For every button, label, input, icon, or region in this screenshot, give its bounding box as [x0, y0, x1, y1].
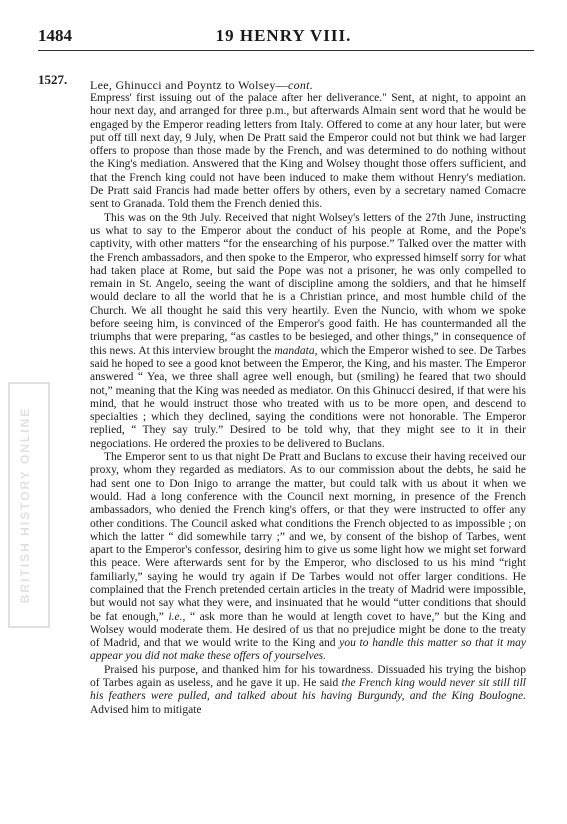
watermark-stamp: [6, 380, 52, 630]
paragraph-text: The Emperor sent to us that night De Pratt and Buclans to excuse their having received our proxy, whom they regarded as mediators. As to our commission about the debts, he said he had sent one to Don Inigo to arrange the matter, but could talk with us about it when we would. Had a long conference with the Council next morning, in presence of the French ambassadors, who denied the French king's offers, or that they were instructed to offer any other conditions. The Council asked what conditions the French objected to as impossible ; on which the latter “ did somewhile tarry ;” and we, by consent of the bishop of Tarbes, went apart to the Emperor's confessor, desiring him to give us some light how we might set forward this peace. Were afterwards sent for by the Emperor, who disclosed to us his mind “right familiarly,” saying he would try again if De Tarbes would not offer larger conditions. He complained that the French pretended certain articles in the treaty of Madrid were impossible, but would not say what they were, and insinuated that he would “utter conditions that should be fat enough,”: [90, 451, 526, 623]
paragraph-text: Praised his purpose, and thanked him for his towardness. Dissuaded his trying the bishop of Tarbes again as useless, and he gave it up. He said: [90, 663, 526, 690]
paragraph: [90, 92, 526, 212]
italic-text: the French king would never sit still till his feathers were pulled, and talked about his having Burgundy, and the King Boulogne.: [90, 677, 526, 703]
document-title-cont: cont.: [287, 78, 314, 92]
document-title-names: Lee, Ghinucci and Poyntz to Wolsey—: [90, 78, 288, 92]
page-number: 1484: [38, 26, 72, 45]
paragraph: [90, 212, 526, 451]
running-head: 19 HENRY VIII.: [215, 26, 352, 45]
page-header: [0, 26, 567, 48]
italic-text: mandata: [274, 344, 315, 357]
paragraph-text: This was on the 9th July. Received that night Wolsey's letters of the 27th June, instructing us what to say to the Emperor about the conduct of his people at Rome, and the Pope's captivity, with other matters “for the ensearching of his purpose.” Talked over the matter with the French ambassadors, and then spoke to the Emperor, who expressed himself sorry for what had taken place at Rome, but said the Pope was not a prisoner, he was only compelled to remain in St. Angelo, seeing the want of discipline among the soldiers, and that he himself would declare to all the world that he is a Christian prince, and most humble child of the Church. We all thought he said this very heartily. Even the Nuncio, with whom we spoke before seeing him, is convinced of the Emperor's good faith. He has countermanded all the triumphs that were preparing, “as castles to be besieged, and other things,” in consequence of this news. At this interview brought the: [90, 211, 526, 357]
paragraph-text: Advised him to mitigate: [90, 703, 202, 716]
paragraph: [90, 664, 526, 717]
document-body: [90, 92, 526, 717]
paragraph-text: , “ ask more than he would at length covet to have,” but the King and Wolsey would moderate them. He desired of us that no prejudice might be done to the treaty of Madrid, and that we would write to the King and: [90, 610, 526, 650]
watermark-stamp-graphic: [6, 380, 52, 630]
paragraph: [90, 451, 526, 664]
italic-text: i.e.: [168, 610, 183, 623]
margin-year: 1527.: [38, 72, 68, 87]
italic-text: you to handle this matter so that it may appear you did not make these offers of yourselves.: [90, 637, 527, 663]
paragraph-text: , which the Emperor wished to see. De Tarbes said he hoped to see a good knot between the Emperor, the King, and his master. The Emperor answered “ Yea, we three shall agree well enough, but (smiling) he feared that two should not,” meaning that the King was needed as mediator. On this Ghinucci desired, if that were his mind, that he would instruct those who treated with us to be more open, and descend to specialties ; which they declined, saying the conditions were not honorable. The Emperor replied, “ They say truly.” Desired to be told why, that they might see to it in their negociations. He ordered the proxies to be delivered to Buclans.: [90, 344, 526, 450]
watermark-text: BRITISH HISTORY ONLINE: [18, 406, 32, 604]
document-title: [90, 78, 313, 93]
paragraph-text: Empress' first issuing out of the palace after her deliverance." Sent, at night, to appoint an hour next day, and arranged for three p.m., but afterwards Almain sent word that he would be engaged by the Emperor reading letters from Italy. Offered to come at any hour later, but were put off till next day, 9 July, when De Pratt said the Emperor could not but think we had larger offers to propose than those made by the French, and was determined to do nothing without the King's mediation. Answered that the King and Wolsey thought those offers sufficient, and that the French king could not have been induced to make them without Henry's mediation. De Pratt said Francis had made better offers by others, even by a secretary named Comacre sent to Granada. Told them the French denied this.: [90, 92, 526, 211]
header-rule: [38, 50, 534, 51]
